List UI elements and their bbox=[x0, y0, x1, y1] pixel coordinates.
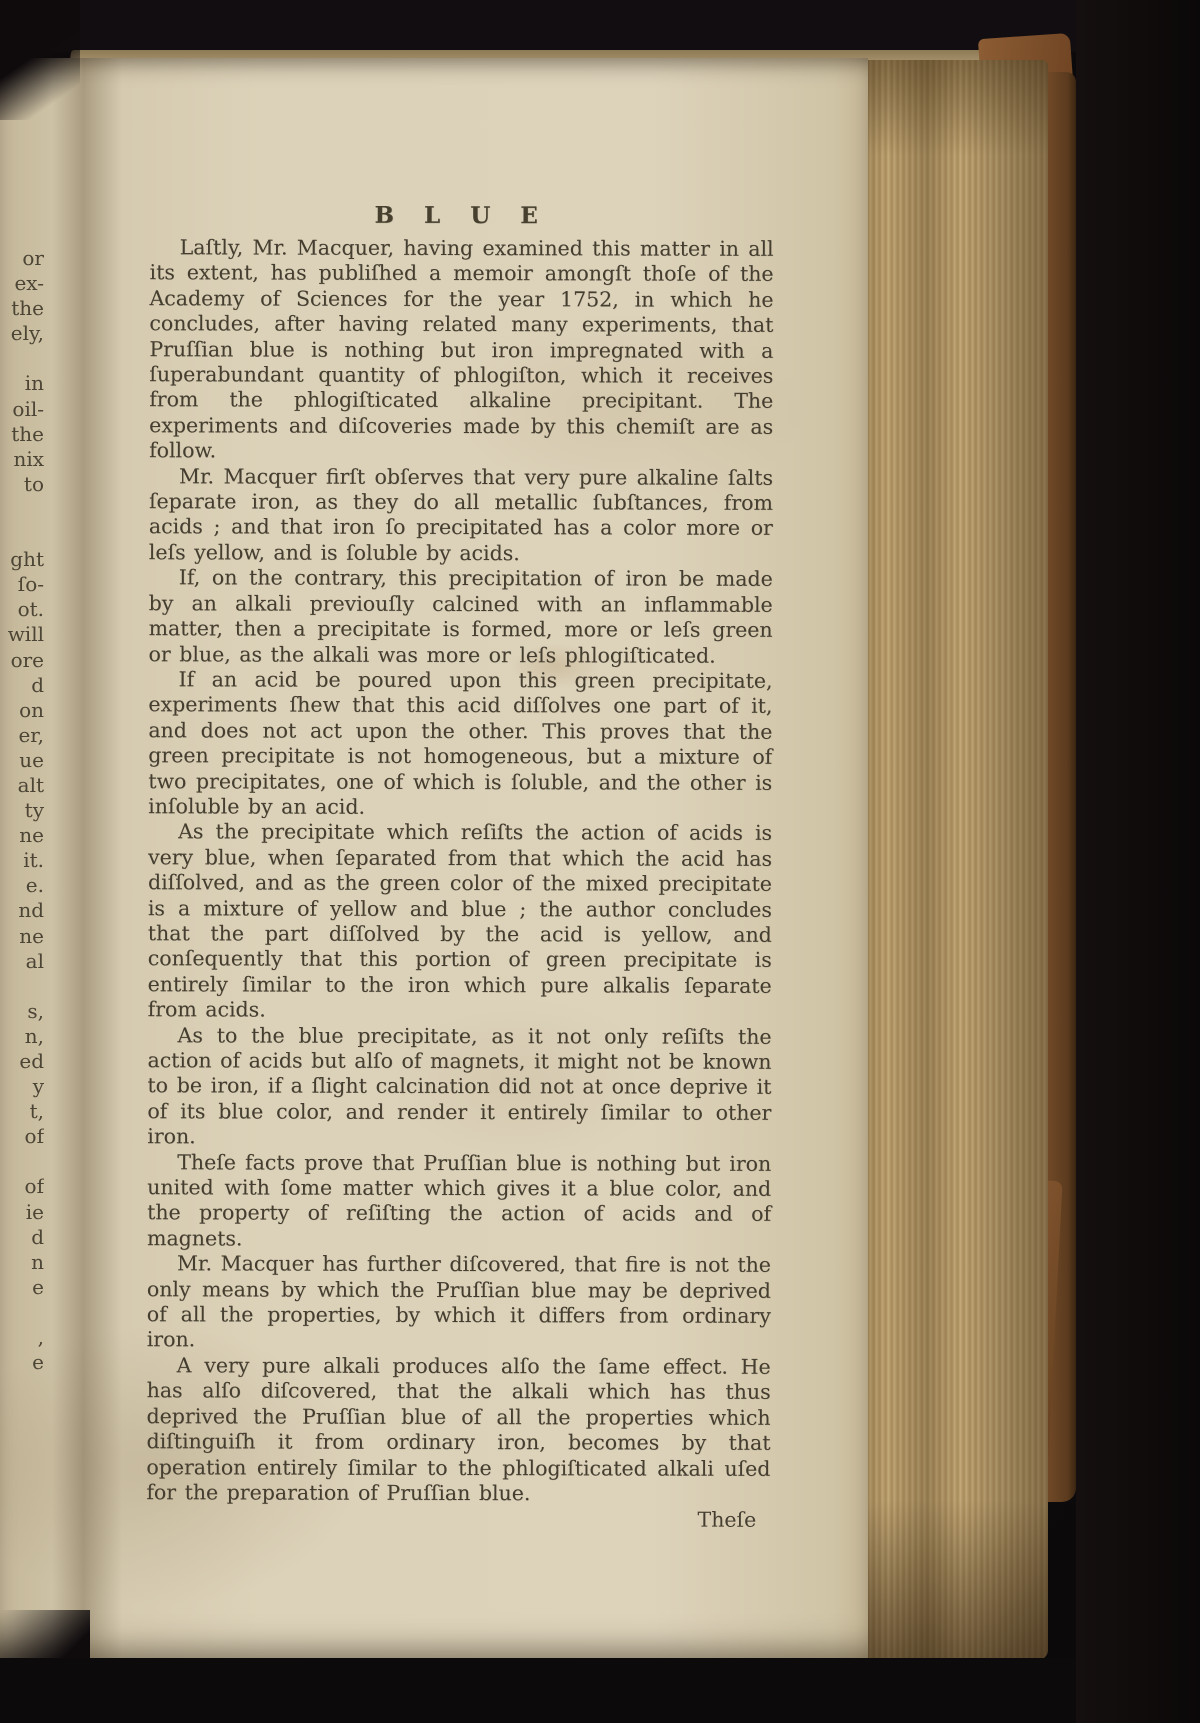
margin-fragment-line: e bbox=[32, 1274, 44, 1299]
background-bottom-shadow bbox=[0, 1658, 1200, 1723]
margin-fragment-line: e. bbox=[25, 873, 44, 898]
margin-fragment-line: , bbox=[37, 1325, 44, 1350]
margin-fragment-line: ſo- bbox=[17, 572, 44, 597]
margin-fragment-line: n, bbox=[24, 1023, 44, 1048]
margin-fragment-line: s, bbox=[27, 998, 44, 1023]
paragraph: Mr. Macquer has further diſcovered, that fire is not the only means by which the Pruſſian blue may be deprived of all the properties, by which it differs from ordinary iron. bbox=[146, 1251, 771, 1352]
margin-fragment-line: to bbox=[23, 471, 44, 496]
margin-fragment-line: y bbox=[32, 1074, 44, 1099]
margin-fragment-line bbox=[0, 1300, 44, 1325]
margin-fragment-line: ex- bbox=[14, 271, 44, 296]
paragraph: If, on the contrary, this precipitation of iron be made by an alkali previouſly calcined with an inflammable matter, then a precipitate is formed, more or leſs green or blue, as the alkali was more or leſs phlogiſticated. bbox=[148, 565, 773, 668]
margin-fragment-line: ed bbox=[19, 1049, 44, 1073]
page-title: B L U E bbox=[374, 201, 549, 230]
margin-fragment-line bbox=[0, 497, 44, 522]
page-text-block bbox=[146, 201, 773, 1533]
margin-fragment-line: ue bbox=[19, 747, 44, 772]
margin-fragment-line: will bbox=[7, 622, 44, 647]
margin-fragment-line: or bbox=[22, 246, 44, 270]
paragraph: As to the blue precipitate, as it not only reſiſts the action of acids but alſo of magnets, it might not be known to be iron, if a ſlight calcination did not at once deprive it of its blue color, and render it entirely ſimilar to other iron. bbox=[147, 1022, 772, 1149]
margin-fragment-line: of bbox=[24, 1174, 44, 1199]
margin-fragment-line: ot. bbox=[17, 597, 44, 622]
margin-fragment-line: alt bbox=[17, 772, 44, 797]
background-corner-top-left bbox=[0, 0, 80, 120]
margin-fragment-line bbox=[0, 346, 44, 371]
paragraph: As the precipitate which reſiſts the action of acids is very blue, when ſeparated from that which the acid has diſſolved, and as the green color of the mixed precipitate is a mixture of yellow and blue ; the author concludes that the part diſſolved by the acid is yellow, and conſequently that this portion of green precipitate is entirely ſimilar to the iron which pure alkalis ſeparate from acids. bbox=[147, 819, 773, 1022]
margin-fragment-line: ely, bbox=[10, 321, 44, 346]
margin-fragment-line: er, bbox=[18, 722, 44, 747]
margin-fragment-line bbox=[0, 522, 44, 547]
paragraph: If an acid be poured upon this green precipitate, experiments ſhew that this acid diſſolves one part of it, and does not act upon the other. This proves that the green precipitate is not homogeneous, but a mixture of two precipitates, one of which is ſoluble, and the other is inſoluble by an acid. bbox=[148, 667, 773, 819]
background-right-shadow bbox=[1076, 0, 1200, 1723]
margin-fragment-line: ie bbox=[25, 1199, 44, 1224]
margin-fragment-line: ore bbox=[10, 647, 44, 672]
margin-fragment-line: on bbox=[19, 697, 44, 722]
margin-fragment-line: t, bbox=[29, 1099, 44, 1124]
paragraph: A very pure alkali produces alſo the ſame effect. He has alſo diſcovered, that the alkali which has thus deprived the Pruſſian blue of all the properties which diſtinguiſh it from ordinary iron, becomes by that operation entirely ſimilar to the phlogiſticated alkali uſed for the preparation of Pruſſian blue. bbox=[146, 1353, 771, 1506]
margin-fragment-line: d bbox=[31, 672, 44, 697]
margin-fragment-line: ne bbox=[19, 823, 44, 848]
facing-page-fragments bbox=[0, 246, 44, 1375]
margin-fragment-line: the bbox=[11, 421, 44, 446]
book-fore-edge-pages bbox=[852, 60, 1048, 1660]
margin-fragment-line: nd bbox=[18, 898, 44, 923]
paragraph: Mr. Macquer firſt obſerves that very pure alkaline ſalts ſeparate iron, as they do all metallic ſubſtances, from acids ; and that iron ſo precipitated has a color more or leſs yellow, and is ſoluble by acids. bbox=[148, 463, 774, 566]
margin-fragment-line bbox=[0, 974, 44, 999]
margin-fragment-line: ty bbox=[24, 798, 44, 823]
margin-fragment-line: e bbox=[32, 1350, 44, 1375]
margin-fragment-line bbox=[0, 1149, 44, 1174]
margin-fragment-line: n bbox=[31, 1249, 44, 1274]
margin-fragment-line: of bbox=[24, 1124, 44, 1149]
margin-fragment-line: the bbox=[11, 296, 44, 321]
paragraph: Laſtly, Mr. Macquer, having examined this matter in all its extent, has publiſhed a memoir amongſt thoſe of the Academy of Sciences for the year 1752, in which he concludes, after having related many experiments, that Pruſſian blue is nothing but iron impregnated with a ſuperabundant quantity of phlogiſton, which it receives from the phlogiſticated alkaline precipitant. The experiments and diſcoveries made by this chemiſt are as follow. bbox=[149, 235, 774, 463]
margin-fragment-line: d bbox=[31, 1224, 44, 1249]
margin-fragment-line: it. bbox=[23, 848, 44, 873]
page-body bbox=[146, 235, 773, 1507]
margin-fragment-line: oil- bbox=[12, 396, 44, 421]
catchword: Theſe bbox=[697, 1507, 757, 1533]
margin-fragment-line: ght bbox=[10, 547, 44, 572]
margin-fragment-line: nix bbox=[13, 446, 44, 471]
margin-fragment-line: ne bbox=[19, 923, 44, 948]
paragraph: Theſe facts prove that Pruſſian blue is nothing but iron united with ſome matter which gives it a blue color, and the property of reſiſting the action of acids and of magnets. bbox=[146, 1149, 772, 1251]
margin-fragment-line: in bbox=[24, 371, 44, 396]
margin-fragment-line: al bbox=[25, 948, 44, 973]
